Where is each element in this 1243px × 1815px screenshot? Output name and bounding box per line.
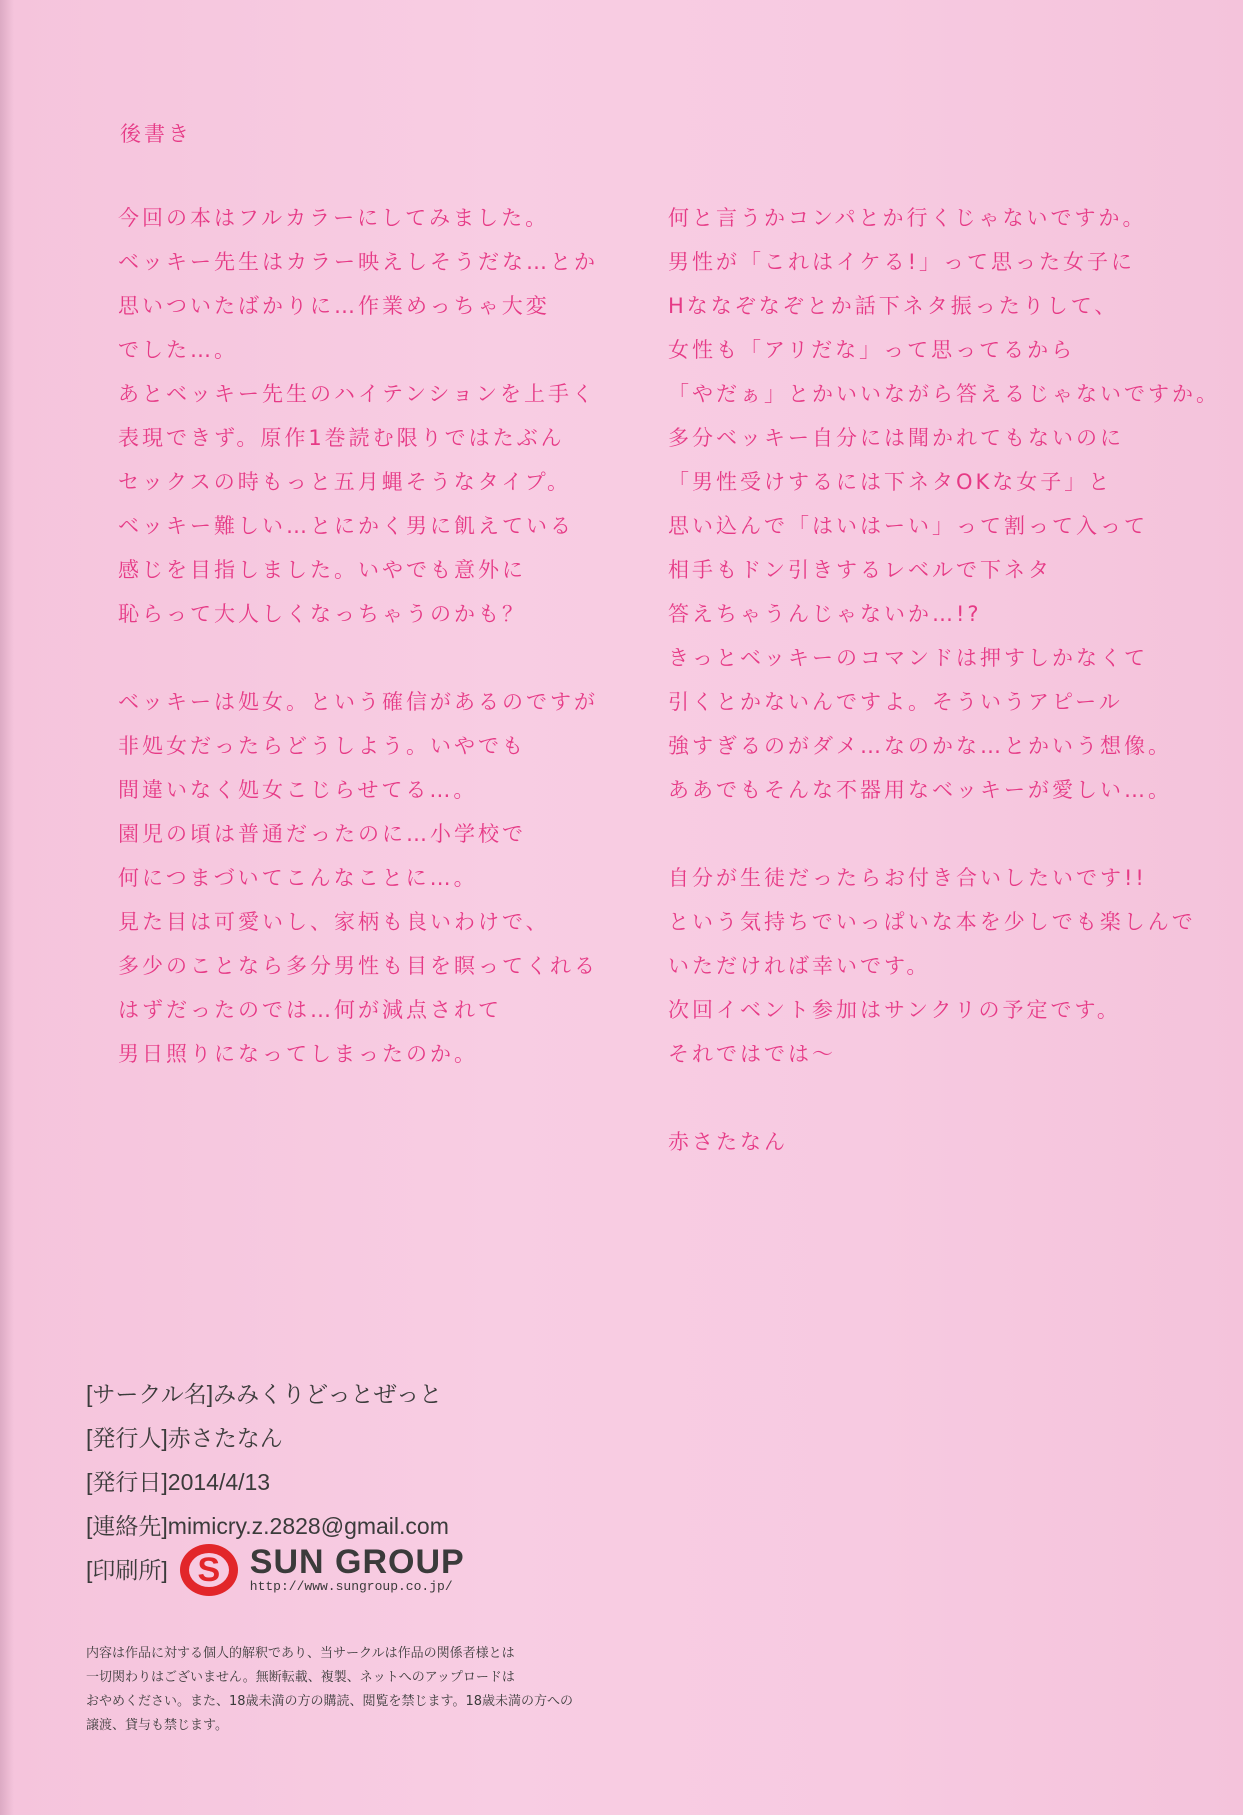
- text-line: 思いついたばかりに…作業めっちゃ大変: [118, 294, 550, 318]
- text-line: 見た目は可愛いし、家柄も良いわけで、: [118, 910, 550, 934]
- text-line: 感じを目指しました。いやでも意外に: [118, 558, 526, 582]
- text-line: 男日照りになってしまったのか。: [118, 1042, 478, 1066]
- text-line: 引くとかないんですよ。そういうアピール: [668, 690, 1123, 714]
- text-line: セックスの時もっと五月蝿そうなタイプ。: [118, 470, 572, 494]
- text-line: 「男性受けするには下ネタOKな女子」と: [668, 470, 1113, 494]
- text-line: ベッキー難しい…とにかく男に飢えている: [118, 514, 574, 538]
- text-line: 多分ベッキー自分には聞かれてもないのに: [668, 426, 1124, 450]
- colophon-publisher-row: [86, 1416, 465, 1460]
- author-signature: 赤さたなん: [668, 1130, 788, 1154]
- right-column: [668, 196, 1220, 1164]
- colophon-date-row: [86, 1460, 465, 1504]
- text-line: でした…。: [118, 338, 238, 362]
- printer-label: [印刷所]: [86, 1557, 168, 1583]
- disclaimer-line: 一切関わりはございません。無断転載、複製、ネットへのアップロードは: [86, 1670, 515, 1685]
- text-line: 答えちゃうんじゃないか…!?: [668, 602, 982, 626]
- disclaimer-line: おやめください。また、18歳未満の方の購読、閲覧を禁じます。18歳未満の方への: [86, 1694, 574, 1709]
- colophon-contact-row: [86, 1504, 465, 1548]
- contact-label: [連絡先]: [86, 1513, 168, 1539]
- text-line: 男性が「これはイケる!」って思った女子に: [668, 250, 1135, 274]
- date-label: [発行日]: [86, 1469, 168, 1495]
- legal-disclaimer: [86, 1642, 606, 1738]
- text-line: はずだったのでは…何が減点されて: [118, 998, 502, 1022]
- text-line: 今回の本はフルカラーにしてみました。: [118, 206, 550, 230]
- text-line: 何につまづいてこんなことに…。: [118, 866, 478, 890]
- text-line: きっとベッキーのコマンドは押すしかなくて: [668, 646, 1148, 670]
- printer-url: http://www.sungroup.co.jp/: [249, 1579, 453, 1594]
- sun-group-logo: [180, 1544, 465, 1596]
- paragraph-gap: [668, 812, 1220, 856]
- text-line: ベッキーは処女。という確信があるのですが: [118, 690, 598, 714]
- text-line: 園児の頃は普通だったのに…小学校で: [118, 822, 526, 846]
- circle-value: みみくりどっとぜっと: [213, 1381, 443, 1407]
- text-line: 自分が生徒だったらお付き合いしたいです!!: [668, 866, 1147, 890]
- text-line: 表現できず。原作1巻読む限りではたぶん: [118, 426, 565, 450]
- text-line: 相手もドン引きするレベルで下ネタ: [668, 558, 1052, 582]
- date-value: 2014/4/13: [167, 1469, 271, 1495]
- text-line: あとベッキー先生のハイテンションを上手く: [118, 382, 597, 406]
- sun-group-logo-icon: S: [180, 1544, 238, 1596]
- text-line: という気持ちでいっぱいな本を少しでも楽しんで: [668, 910, 1196, 934]
- text-line: ベッキー先生はカラー映えしそうだな…とか: [118, 250, 598, 274]
- text-line: Hななぞなぞとか話下ネタ振ったりして、: [668, 294, 1119, 318]
- colophon: [86, 1372, 465, 1592]
- printer-name: SUN GROUP: [249, 1543, 465, 1581]
- text-line: 次回イベント参加はサンクリの予定です。: [668, 998, 1121, 1022]
- text-line: 何と言うかコンパとか行くじゃないですか。: [668, 206, 1147, 230]
- text-line: 間違いなく処女こじらせてる…。: [118, 778, 478, 802]
- disclaimer-line: 内容は作品に対する個人的解釈であり、当サークルは作品の関係者様とは: [86, 1646, 515, 1661]
- colophon-printer-row: [86, 1543, 465, 1594]
- text-line: 「やだぁ」とかいいながら答えるじゃないですか。: [668, 382, 1220, 406]
- text-line: 強すぎるのがダメ…なのかな…とかいう想像。: [668, 734, 1172, 758]
- publisher-label: [発行人]: [86, 1425, 168, 1451]
- colophon-circle-row: [86, 1372, 465, 1416]
- afterword-title: 後書き: [120, 122, 192, 146]
- circle-label: [サークル名]: [86, 1381, 214, 1407]
- text-line: それではでは〜: [668, 1042, 836, 1066]
- text-line: 思い込んで「はいはーい」って割って入って: [668, 514, 1148, 538]
- paragraph-gap: [118, 636, 598, 680]
- text-line: いただければ幸いです。: [668, 954, 931, 978]
- text-line: 非処女だったらどうしよう。いやでも: [118, 734, 526, 758]
- paragraph-gap: [668, 1076, 1220, 1120]
- text-line: 多少のことなら多分男性も目を瞑ってくれる: [118, 954, 598, 978]
- disclaimer-line: 譲渡、貸与も禁じます。: [86, 1718, 228, 1733]
- left-column: [118, 196, 598, 1076]
- text-line: 恥らって大人しくなっちゃうのかも？: [118, 602, 526, 626]
- publisher-value: 赤さたなん: [167, 1425, 283, 1451]
- text-line: 女性も「アリだな」って思ってるから: [668, 338, 1076, 362]
- contact-value: mimicry.z.2828@gmail.com: [167, 1513, 449, 1539]
- text-line: ああでもそんな不器用なベッキーが愛しい…。: [668, 778, 1172, 802]
- page-edge-shadow: [0, 0, 14, 1815]
